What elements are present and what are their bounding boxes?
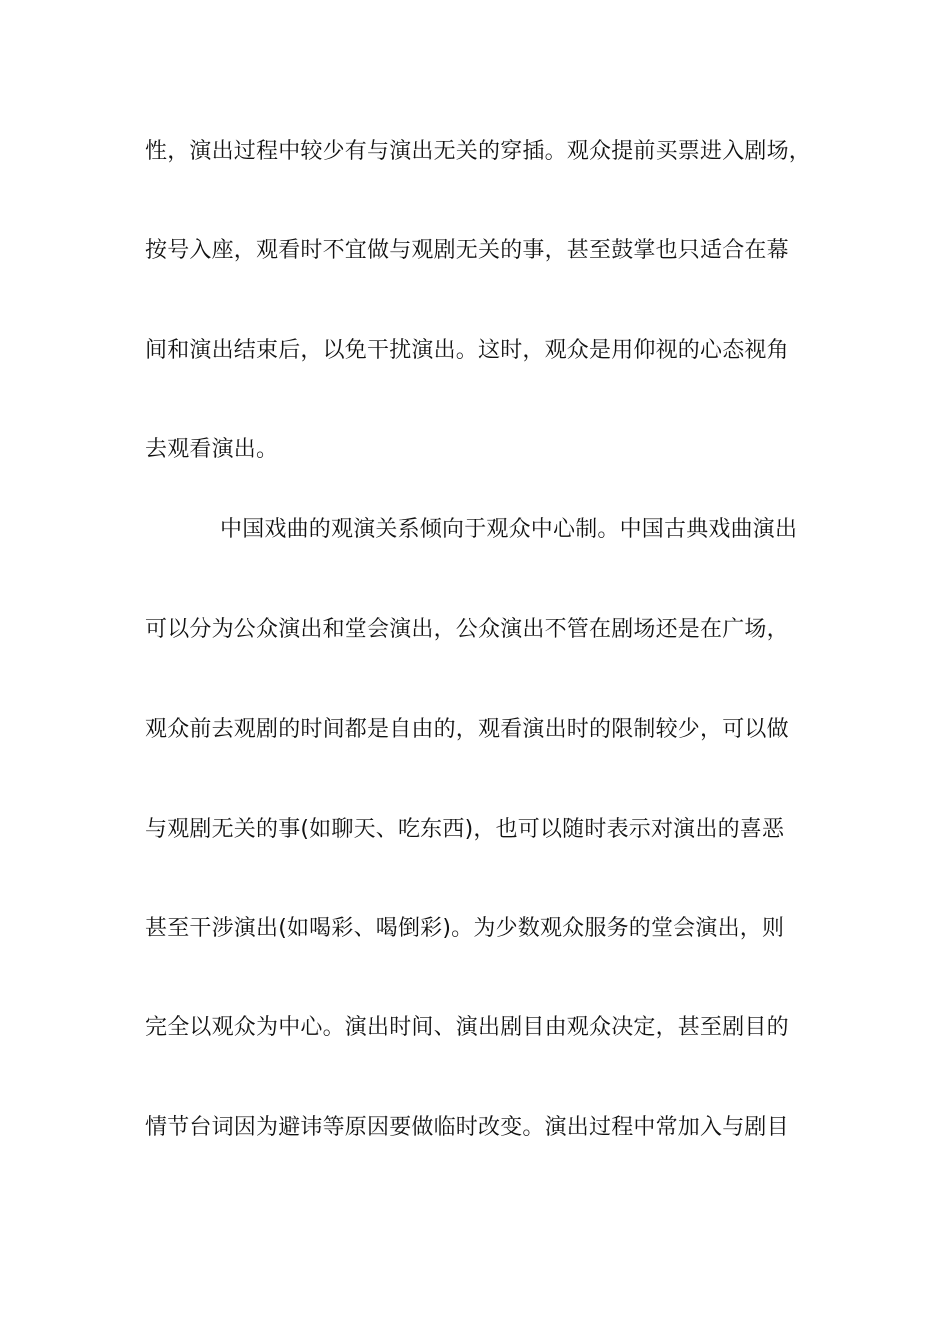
text-line: 性，演出过程中较少有与演出无关的穿插。观众提前买票进入剧场，	[145, 139, 812, 164]
text-line: 可以分为公众演出和堂会演出，公众演出不管在剧场还是在广场，	[145, 617, 789, 642]
text-line: 情节台词因为避讳等原因要做临时改变。演出过程中常加入与剧目	[145, 1115, 789, 1140]
text-line: 甚至干涉演出(如喝彩、喝倒彩)。为少数观众服务的堂会演出，则	[145, 916, 785, 941]
text-line: 完全以观众为中心。演出时间、演出剧目由观众决定，甚至剧目的	[145, 1015, 789, 1040]
text-line: 去观看演出。	[145, 437, 279, 462]
text-line: 与观剧无关的事(如聊天、吃东西)，也可以随时表示对演出的喜恶	[145, 817, 785, 842]
paragraph-first-line: 中国戏曲的观演关系倾向于观众中心制。中国古典戏曲演出	[220, 517, 798, 542]
text-line: 间和演出结束后，以免干扰演出。这时，观众是用仰视的心态视角	[145, 338, 789, 363]
text-line: 按号入座，观看时不宜做与观剧无关的事，甚至鼓掌也只适合在幕	[145, 238, 789, 263]
text-line: 观众前去观剧的时间都是自由的，观看演出时的限制较少，可以做	[145, 717, 789, 742]
